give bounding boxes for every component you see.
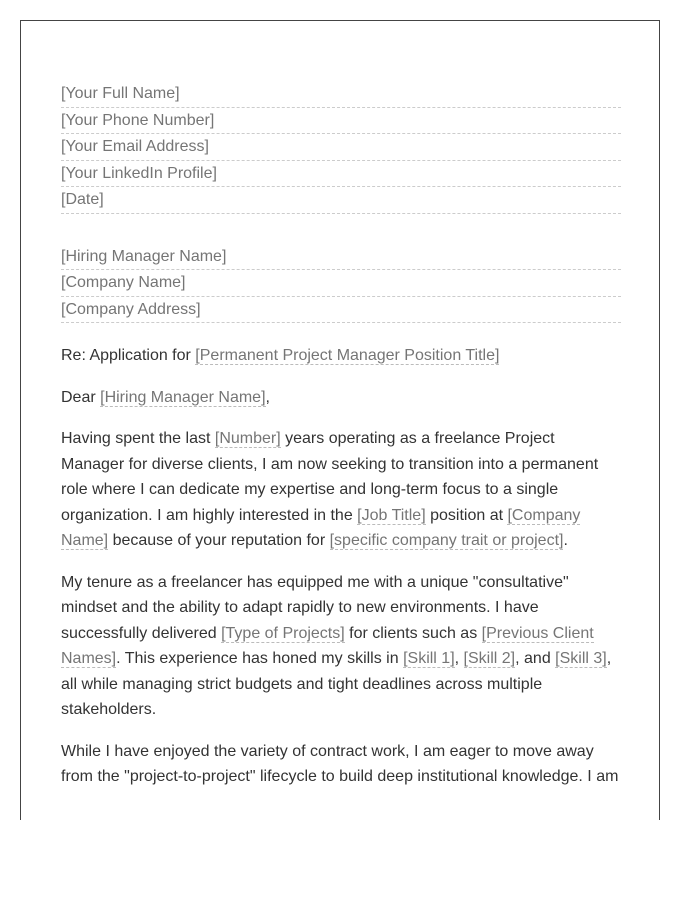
salutation-prefix: Dear — [61, 388, 101, 406]
sender-linkedin[interactable]: [Your LinkedIn Profile] — [61, 161, 621, 188]
p1-text-3: position at — [425, 506, 508, 524]
recipient-company-name[interactable]: [Company Name] — [61, 270, 621, 297]
p1-text-1: Having spent the last — [61, 430, 215, 447]
letter-content — [61, 81, 621, 790]
p3-text-1: While I have enjoyed the variety of contract work, I am eager to move away from the "project-to-project" lifecycle to build deep institutional knowledge. I am — [61, 742, 619, 785]
project-type-field[interactable]: [Type of Projects] — [221, 624, 345, 642]
skill-2-field[interactable]: [Skill 2] — [463, 650, 516, 667]
p1-text-4: because of your reputation for — [108, 532, 330, 549]
salutation — [61, 385, 621, 411]
years-number-field[interactable]: [Number] — [214, 430, 281, 447]
paragraph-3 — [61, 739, 621, 790]
p2-text-5: , and — [515, 650, 556, 667]
p2-text-1: My tenure as a freelancer has equipped me with a unique "consultative" mindset and the ability to adapt rapidly to new environments. I have successfully delivered — [61, 573, 569, 642]
p2-text-4: , — [454, 650, 464, 667]
recipient-manager-name[interactable]: [Hiring Manager Name] — [61, 244, 621, 271]
recipient-company-address[interactable]: [Company Address] — [61, 297, 621, 324]
recipient-block — [61, 244, 621, 324]
salutation-suffix: , — [265, 388, 270, 406]
job-title-field[interactable]: [Job Title] — [357, 506, 426, 524]
subject-line — [61, 343, 621, 369]
subject-prefix: Re: Application for — [61, 347, 196, 364]
p1-text-2: years operating as a freelance Project Manager for diverse clients, I am now seeking to transition into a permanent role where I can dedicate my expertise and long-term focus to a single organization. I am highly interested in the — [61, 430, 599, 524]
salutation-name-field[interactable]: [Hiring Manager Name] — [100, 388, 266, 406]
company-name-field[interactable]: [Company Name] — [61, 506, 581, 549]
skill-1-field[interactable]: [Skill 1] — [403, 650, 455, 667]
sender-phone[interactable]: [Your Phone Number] — [61, 108, 621, 135]
company-trait-field[interactable]: [specific company trait or project] — [329, 532, 564, 549]
sender-block — [61, 81, 621, 214]
p2-text-3: . This experience has honed my skills in — [116, 650, 404, 667]
letter-date[interactable]: [Date] — [61, 187, 621, 214]
p2-text-6: , all while managing strict budgets and tight deadlines across multiple stakeholders. — [61, 650, 612, 718]
sender-full-name[interactable]: [Your Full Name] — [61, 81, 621, 108]
p1-text-5: . — [563, 532, 568, 549]
skill-3-field[interactable]: [Skill 3] — [555, 650, 607, 667]
paragraph-1 — [61, 426, 621, 554]
sender-email[interactable]: [Your Email Address] — [61, 134, 621, 161]
letter-page — [20, 20, 660, 820]
paragraph-2 — [61, 570, 621, 723]
client-names-field[interactable]: [Previous Client Names] — [61, 624, 594, 667]
position-title-field[interactable]: [Permanent Project Manager Position Title] — [195, 347, 500, 364]
p2-text-2: for clients such as — [344, 624, 482, 642]
